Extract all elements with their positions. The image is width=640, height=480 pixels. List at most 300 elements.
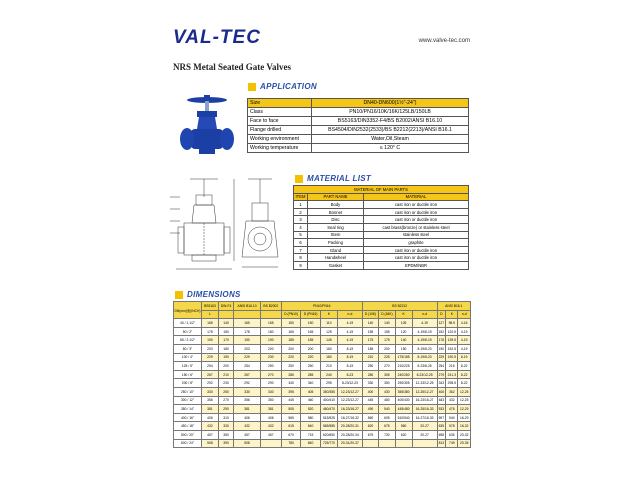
dim-cell: 578	[446, 422, 458, 431]
dim-cell: 160	[320, 344, 337, 353]
material-cell: 2	[294, 208, 308, 216]
dim-cell: 813	[437, 439, 446, 448]
dim-cell: 279	[437, 370, 446, 379]
dim-cell: 20-32	[458, 430, 471, 439]
dim-cell: 406	[234, 413, 261, 422]
dim-cell: 520	[301, 405, 321, 414]
dim-cell: 229	[437, 353, 446, 362]
dim-header: BS5163	[202, 302, 219, 311]
dim-cell: 4-19	[458, 336, 471, 345]
dim-cell: 330	[260, 387, 281, 396]
dim-cell: 8-22	[458, 362, 471, 371]
dim-cell: 4-16	[458, 319, 471, 328]
dim-cell	[395, 439, 412, 448]
dim-cell: 16-23/16-27	[412, 396, 437, 405]
dim-cell: 4-19/8-19	[412, 327, 437, 336]
dim-cell: 4-19	[337, 336, 362, 345]
dim-cell: 190	[202, 336, 219, 345]
dim-cell: 12-29	[458, 405, 471, 414]
valve-cross-section-drawing	[168, 175, 286, 280]
dim-cell: 225	[379, 353, 395, 362]
dim-cell: 483	[437, 396, 446, 405]
dim-cell: 540	[379, 405, 395, 414]
material-cell: Handwheel	[308, 254, 364, 262]
dim-cell: 600 / 24"	[174, 439, 202, 448]
dim-cell: 615	[281, 422, 301, 431]
dim-cell: 310	[218, 413, 233, 422]
material-cell: Seal ring	[308, 223, 364, 231]
dim-cell: 254	[202, 362, 219, 371]
dim-cell: 229	[234, 353, 261, 362]
material-cell: 8	[294, 254, 308, 262]
material-heading: MATERIAL LIST	[295, 174, 371, 183]
dim-cell: 175	[362, 336, 378, 345]
application-value: PN10/PN16/10K/16K/125LB/150LB	[312, 108, 469, 117]
dim-row	[174, 413, 471, 422]
material-cell: 6	[294, 239, 308, 247]
dim-cell: 840	[301, 439, 321, 448]
dim-cell: 290/305	[395, 379, 412, 388]
dim-cell: 635	[446, 430, 458, 439]
dim-cell: 139.5	[446, 336, 458, 345]
dim-cell	[379, 439, 395, 448]
dim-cell: 400/410	[320, 396, 337, 405]
dim-cell: 230	[260, 353, 281, 362]
dim-cell: 285	[301, 370, 321, 379]
dim-cell: 165	[301, 327, 321, 336]
dim-cell: 343	[437, 379, 446, 388]
dim-cell: 178	[202, 327, 219, 336]
dim-cell: 533	[437, 405, 446, 414]
dim-sub-header	[234, 310, 261, 319]
material-cell: graphite	[364, 239, 469, 247]
dim-cell: 16-27/16-33	[412, 413, 437, 422]
dim-cell: 190.5	[446, 353, 458, 362]
dim-cell: 395	[281, 387, 301, 396]
dim-cell: 16-25/16-33	[412, 405, 437, 414]
dim-cell: 250	[362, 362, 378, 371]
dim-cell: 250 / 10"	[174, 387, 202, 396]
material-cell: 5	[294, 231, 308, 239]
dim-cell: 8-19	[337, 362, 362, 371]
dim-cell: 406	[202, 413, 219, 422]
application-value: DN40-DN600(1½"-24")	[312, 99, 469, 108]
material-row	[294, 216, 469, 224]
material-cell: Bonnet	[308, 208, 364, 216]
material-row	[294, 223, 469, 231]
dim-cell: 450 / 18"	[174, 422, 202, 431]
dim-cell: 270	[260, 370, 281, 379]
dim-cell: 145	[320, 336, 337, 345]
dim-cell: 565	[281, 413, 301, 422]
dim-cell: 8-19	[337, 344, 362, 353]
dim-cell: 240/260	[395, 370, 412, 379]
dim-header: ANSI B16.1	[437, 302, 470, 311]
dim-cell: 670	[281, 430, 301, 439]
material-cell: Stem	[308, 231, 364, 239]
material-col-header: ITEM	[295, 194, 306, 200]
dim-cell: 675	[379, 422, 395, 431]
dim-cell: 381	[234, 405, 261, 414]
dim-cell: 400 / 16"	[174, 413, 202, 422]
dim-cell: 185	[301, 336, 321, 345]
dim-cell: 12-23/12-27	[337, 396, 362, 405]
dim-cell: 508	[234, 439, 261, 448]
dim-cell: 508	[202, 439, 219, 448]
dim-cell: 155	[362, 327, 378, 336]
heading-marker-icon	[295, 175, 303, 183]
dim-header: ANSI B16.10	[234, 302, 261, 311]
dim-row	[174, 405, 471, 414]
dim-row	[174, 344, 471, 353]
dim-cell: 200	[218, 362, 233, 371]
dim-cell: 150	[301, 319, 321, 328]
dim-sub-header: K	[446, 310, 458, 319]
dim-cell: 8-22	[458, 370, 471, 379]
dim-cell: 560	[395, 422, 412, 431]
dim-cell: 400/430	[395, 396, 412, 405]
dim-cell	[260, 439, 281, 448]
dim-cell: 330	[234, 387, 261, 396]
dim-cell: 267	[234, 370, 261, 379]
dim-cell: 350/355	[320, 387, 337, 396]
dim-cell: 220	[281, 353, 301, 362]
dim-cell: 749	[446, 439, 458, 448]
heading-marker-icon	[175, 291, 183, 299]
dim-cell: 340	[281, 379, 301, 388]
dim-cell: 65 / 2.1/2"	[174, 336, 202, 345]
dim-cell: 50 / 2"	[174, 327, 202, 336]
dim-cell: 200	[301, 344, 321, 353]
dim-cell: 460	[301, 396, 321, 405]
dim-sub-header: D (PN16)	[301, 310, 321, 319]
valve-product-image	[177, 95, 237, 157]
application-heading: APPLICATION	[248, 82, 317, 91]
dim-cell: 445/480	[395, 405, 412, 414]
dim-cell: 4-19/8-19	[412, 336, 437, 345]
dim-cell: 185	[281, 336, 301, 345]
dim-cell: 127	[437, 319, 446, 328]
dim-cell: 180	[320, 353, 337, 362]
dim-cell: 597	[437, 413, 446, 422]
dim-cell: 190	[218, 353, 233, 362]
dim-cell: 476	[446, 405, 458, 414]
dim-row	[174, 430, 471, 439]
dim-cell: 635	[437, 422, 446, 431]
dim-row	[174, 396, 471, 405]
dim-cell: 229	[202, 353, 219, 362]
dim-cell: 16-27/16-32	[337, 413, 362, 422]
dim-cell: 178	[437, 336, 446, 345]
application-row	[248, 144, 469, 153]
dim-cell: 510/540	[395, 413, 412, 422]
dim-cell: 8-23/12-25	[412, 370, 437, 379]
dim-cell: 190	[234, 336, 261, 345]
material-cell: 1	[294, 201, 308, 209]
material-cell: 4	[294, 223, 308, 231]
dim-cell: 698	[437, 430, 446, 439]
application-row	[248, 99, 469, 108]
dim-cell: 12-25/12-27	[412, 387, 437, 396]
dim-cell: 460/470	[320, 405, 337, 414]
dim-cell: 165	[234, 319, 261, 328]
dim-cell: 12-25	[458, 387, 471, 396]
dim-cell: 170	[218, 336, 233, 345]
dim-cell: 270	[379, 362, 395, 371]
dim-cell: 400	[362, 387, 378, 396]
dim-cell: 4-19	[337, 319, 362, 328]
dim-row	[174, 370, 471, 379]
application-value: ≤ 120° C	[312, 144, 469, 153]
dim-cell: 110	[320, 319, 337, 328]
dim-cell: 140	[362, 319, 378, 328]
dim-cell: 80 / 3"	[174, 344, 202, 353]
material-cell: EPDM/NBR	[364, 261, 469, 269]
dim-cell: 203	[234, 344, 261, 353]
dim-cell: 356	[202, 396, 219, 405]
material-row	[294, 201, 469, 209]
dim-cell: 98.5	[446, 319, 458, 328]
dim-cell: 675	[362, 430, 378, 439]
dim-cell: 140	[379, 319, 395, 328]
dim-cell: 12-25	[458, 396, 471, 405]
dim-cell: 295	[320, 379, 337, 388]
material-table	[293, 185, 469, 270]
dim-header: PN10/PN16	[281, 302, 362, 311]
dim-row	[174, 379, 471, 388]
dim-row	[174, 362, 471, 371]
dim-cell: 12-23/12-25	[412, 379, 437, 388]
dim-cell: 200	[379, 344, 395, 353]
dim-cell: 150	[395, 344, 412, 353]
dim-row	[174, 327, 471, 336]
dim-sub-header: D	[437, 310, 446, 319]
dim-sub-header: n-d	[412, 310, 437, 319]
dim-header: DN(mm)流(INCH)	[174, 302, 202, 319]
dim-cell: 140	[395, 336, 412, 345]
dim-row	[174, 387, 471, 396]
dim-row	[174, 319, 471, 328]
application-label: Size	[248, 99, 312, 108]
dim-cell: 250	[260, 362, 281, 371]
dim-cell: 12-23/12-27	[337, 387, 362, 396]
dim-cell: 715	[301, 430, 321, 439]
material-row	[294, 208, 469, 216]
dim-cell: 350 / 14"	[174, 405, 202, 414]
dim-cell: 305	[379, 370, 395, 379]
dim-cell: 210/225	[395, 362, 412, 371]
material-row	[294, 261, 469, 269]
dim-cell	[362, 439, 378, 448]
dim-cell: 381	[202, 405, 219, 414]
dim-cell: 8-19/8-23	[412, 353, 437, 362]
dim-cell: 152.5	[446, 344, 458, 353]
dim-cell: 8-23/8-25	[412, 362, 437, 371]
dim-sub-header: D (16K)	[379, 310, 395, 319]
dim-cell: 300 / 12"	[174, 396, 202, 405]
dim-cell: 445	[281, 396, 301, 405]
dim-cell: 580	[301, 413, 321, 422]
material-cell: cast iron or ductile iron	[364, 246, 469, 254]
dim-cell: 290	[218, 405, 233, 414]
application-row	[248, 126, 469, 135]
dim-cell: 40 / 1.1/2"	[174, 319, 202, 328]
dim-cell: 185	[362, 344, 378, 353]
dim-cell: 540	[446, 413, 458, 422]
dim-cell: 16-29	[458, 413, 471, 422]
dim-cell: 250	[281, 362, 301, 371]
dim-cell: 725/770	[320, 439, 337, 448]
dimensions-heading: DIMENSIONS	[175, 290, 241, 299]
material-row	[294, 254, 469, 262]
material-cell: cast brass(bronze) or stainless steel	[364, 223, 469, 231]
dim-cell: 267	[202, 370, 219, 379]
dim-cell: 178	[234, 327, 261, 336]
dim-cell: 330	[218, 422, 233, 431]
dim-cell: 340	[301, 379, 321, 388]
dim-cell: 250	[218, 387, 233, 396]
material-row	[294, 231, 469, 239]
dim-cell: 241.3	[446, 370, 458, 379]
dim-cell: 20-28/20-34	[337, 430, 362, 439]
dim-cell: 190	[260, 336, 281, 345]
dim-cell: 290	[260, 379, 281, 388]
company-logo: VAL-TEC	[173, 27, 261, 48]
dim-cell: 350	[379, 379, 395, 388]
dim-cell: 381	[260, 405, 281, 414]
dim-sub-header: D (10K)	[362, 310, 378, 319]
dim-cell: 20-35	[458, 439, 471, 448]
dim-cell: 165	[260, 319, 281, 328]
dim-cell: 125 / 5"	[174, 362, 202, 371]
dim-cell: 270	[218, 396, 233, 405]
dim-cell: 8-19	[458, 353, 471, 362]
application-value: Water,Oil,Steam	[312, 135, 469, 144]
material-col-header: MATERIAL	[364, 193, 469, 201]
dim-cell: 125	[320, 327, 337, 336]
material-cell: cast iron or ductile iron	[364, 254, 469, 262]
material-cell: Gland	[308, 246, 364, 254]
dim-cell: 180	[260, 327, 281, 336]
dim-cell: 8-23/12-23	[337, 379, 362, 388]
dim-cell: 254	[234, 362, 261, 371]
dim-cell: 430	[379, 387, 395, 396]
dim-cell: 216	[446, 362, 458, 371]
dim-row	[174, 336, 471, 345]
material-row	[294, 246, 469, 254]
dim-cell: 16-32	[458, 422, 471, 431]
dim-cell: 4-19	[412, 319, 437, 328]
dim-cell: 20-27	[412, 430, 437, 439]
dim-header: BS B2002	[260, 302, 281, 311]
dim-cell: 175/185	[395, 353, 412, 362]
dim-cell: 432	[234, 422, 261, 431]
dim-cell: 565/585	[320, 422, 337, 431]
application-label: Flange drilled	[248, 126, 312, 135]
dim-sub-header: K	[320, 310, 337, 319]
website-url[interactable]: www.valve-tec.com	[418, 38, 470, 44]
dim-cell: 292	[234, 379, 261, 388]
material-col-header: PART NAME	[308, 193, 364, 201]
dim-cell: 620/650	[320, 430, 337, 439]
dim-cell: 8-19	[337, 353, 362, 362]
dim-cell: 150 / 6"	[174, 370, 202, 379]
dim-cell: 250	[301, 362, 321, 371]
dim-cell: 105	[395, 319, 412, 328]
application-label: Face to face	[248, 117, 312, 126]
dim-cell: 230	[218, 379, 233, 388]
dim-cell: 20-31/20-37	[337, 439, 362, 448]
dim-cell: 254	[437, 362, 446, 371]
dim-cell: 292	[202, 379, 219, 388]
dim-cell: 155	[379, 327, 395, 336]
dim-cell: 505	[281, 405, 301, 414]
dim-cell: 490	[362, 405, 378, 414]
dim-cell: 445	[362, 396, 378, 405]
dim-cell: 210	[320, 362, 337, 371]
dim-cell: 362	[446, 387, 458, 396]
dim-cell: 150	[218, 327, 233, 336]
dim-cell: 8-23	[337, 370, 362, 379]
dim-cell: 432	[202, 422, 219, 431]
dim-cell: 152	[437, 327, 446, 336]
material-cell: stainless steel	[364, 231, 469, 239]
dim-cell: 20-28/20-31	[337, 422, 362, 431]
heading-marker-icon	[248, 83, 256, 91]
dim-sub-header: n-d	[337, 310, 362, 319]
dim-sub-header	[260, 310, 281, 319]
dim-cell: 457	[202, 430, 219, 439]
material-cell: 7	[294, 246, 308, 254]
dimensions-table	[173, 301, 471, 448]
dim-cell: 120	[395, 327, 412, 336]
dim-cell: 20-27	[412, 422, 437, 431]
dim-cell: 406	[260, 413, 281, 422]
dim-cell: 620	[362, 422, 378, 431]
application-value: BS5163/DIN3352-F4/BS B2002/ANSI B16.10	[312, 117, 469, 126]
dim-sub-header: K	[395, 310, 412, 319]
dim-cell: 150	[281, 319, 301, 328]
dim-cell: 4-19	[458, 327, 471, 336]
dim-cell: 100 / 4"	[174, 353, 202, 362]
dim-sub-header: n-d	[458, 310, 471, 319]
dim-cell: 240	[320, 370, 337, 379]
application-row	[248, 117, 469, 126]
dim-cell: 190	[437, 344, 446, 353]
application-label: Class	[248, 108, 312, 117]
dim-header: BS B2212	[362, 302, 437, 311]
dim-cell: 780	[281, 439, 301, 448]
dim-cell: 140	[218, 319, 233, 328]
dim-cell: 220	[301, 353, 321, 362]
dim-cell: 210	[218, 370, 233, 379]
material-cell: Disc	[308, 216, 364, 224]
dim-cell: 165	[281, 327, 301, 336]
material-cell: 9	[294, 261, 308, 269]
material-cell: Packing	[308, 239, 364, 247]
dim-cell: 200	[281, 344, 301, 353]
application-label: Working temperature	[248, 144, 312, 153]
dim-cell: 355/380	[395, 387, 412, 396]
dim-cell: 640	[301, 422, 321, 431]
page-title: NRS Metal Seated Gate Valves	[173, 62, 291, 72]
dim-cell: 605	[379, 413, 395, 422]
application-row	[248, 108, 469, 117]
dim-cell: 285	[281, 370, 301, 379]
dim-row	[174, 353, 471, 362]
dim-header: DIN-F4	[218, 302, 233, 311]
material-cell: Body	[308, 201, 364, 209]
